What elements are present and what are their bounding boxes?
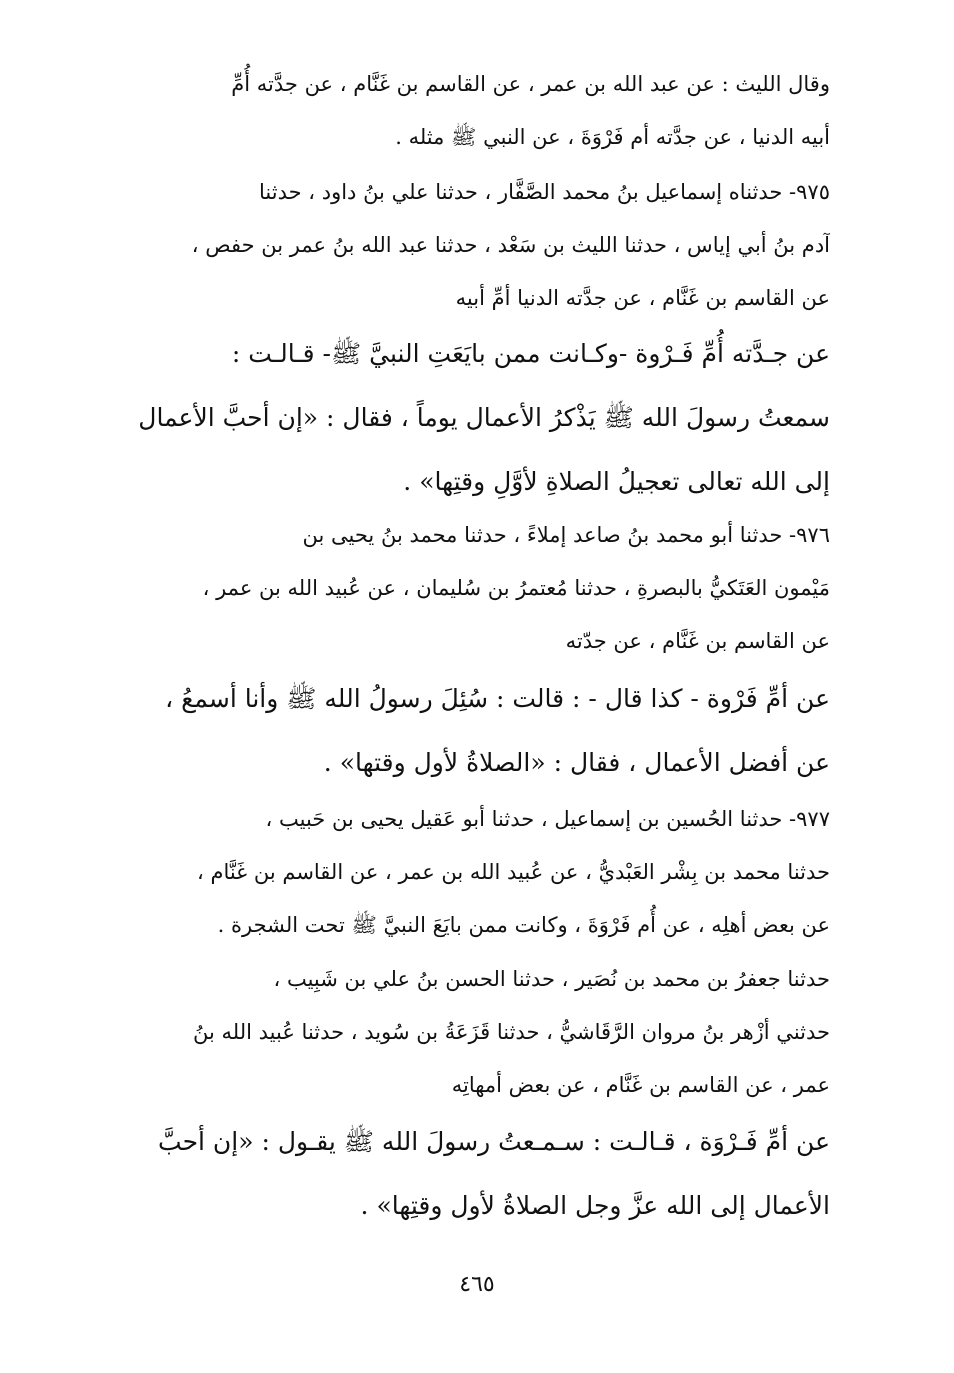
text-line: وقال الليث : عن عبد الله بن عمر ، عن القاسم بن غَنَّام ، عن جدَّته أُمِّ	[231, 72, 830, 96]
text-line: آدم بنُ أبي إياس ، حدثنا الليث بن سَعْد ، حدثنا عبد الله بنُ عمر بن حفص ،	[191, 233, 830, 257]
text-line: عمر ، عن القاسم بن غَنَّام ، عن بعض أمهاتِه	[451, 1073, 830, 1097]
text-line: ٩٧٧- حدثنا الحُسين بن إسماعيل ، حدثنا أبو عَقيل يحيى بن حَبيب ،	[265, 807, 830, 831]
text-line: إلى الله تعالى تعجيلُ الصلاةِ لأوَّلِ وقتِها» .	[403, 467, 830, 496]
hadith-975-matn	[130, 322, 830, 514]
text-line: سمعتُ رسولَ الله ﷺ يَذْكرُ الأعمال يوماً ، فقال : «إن أحبَّ الأعمال	[138, 403, 830, 432]
text-line: مَيْمون العَتَكيُّ بالبصرةِ ، حدثنا مُعتمرُ بن سُليمان ، عن عُبيد الله بن عمر ،	[202, 576, 830, 600]
text-line: عن أمِّ فَـرْوَة ، قـالـت : سـمـعتُ رسولَ الله ﷺ يقـول : «إن أحبَّ	[158, 1127, 830, 1156]
text-line: عن القاسم بن غَنَّام ، عن جدَّته الدنيا أمِّ أبيه	[455, 286, 830, 310]
hadith-976-isnad	[130, 509, 830, 668]
hadith-976-matn	[130, 667, 830, 795]
text-line: ٩٧٦- حدثنا أبو محمد بنُ صاعد إملاءً ، حدثنا محمد بنُ يحيى بن	[302, 523, 830, 547]
text-line: حدثني أزْهر بنُ مروان الرَّقَاشيُّ ، حدثنا قَزَعَةُ بن سُويد ، حدثنا عُبيد الله بنُ	[193, 1020, 830, 1044]
text-line: عن جـدَّته أُمِّ فَـرْوة -وكـانت ممن بايَعَتِ النبيَّ ﷺ- قـالـت :	[231, 339, 830, 368]
hadith-975-isnad	[130, 166, 830, 325]
text-line: حدثنا جعفرُ بن محمد بن نُصَير ، حدثنا الحسن بنُ علي بن شَبِيب ،	[273, 967, 830, 991]
text-line: عن أمِّ فَرْوة - كذا قال - : قالت : سُئِلَ رسولُ الله ﷺ وأنا أسمعُ ،	[165, 684, 830, 713]
text-line: ٩٧٥- حدثناه إسماعيل بنُ محمد الصَّفَّار ، حدثنا علي بنُ داود ، حدثنا	[259, 180, 830, 204]
isnad-paragraph	[130, 58, 830, 164]
second-isnad-paragraph	[130, 953, 830, 1112]
text-line: حدثنا محمد بن بِشْر العَبْديُّ ، عن عُبيد الله بن عمر ، عن القاسم بن غَنَّام ،	[196, 860, 830, 884]
hadith-977-isnad	[130, 793, 830, 952]
text-line: عن بعض أهلِه ، عن أُم فَرْوَةَ ، وكانت ممن بايَعَ النبيَّ ﷺ تحت الشجرة .	[217, 913, 830, 937]
text-line: عن القاسم بن غَنَّام ، عن جدّته	[565, 629, 830, 653]
final-matn	[130, 1110, 830, 1238]
text-line: الأعمال إلى الله عزَّ وجل الصلاةُ لأول وقتِها» .	[360, 1191, 830, 1220]
page-number: ٤٦٥	[459, 1272, 495, 1297]
text-line: عن أفضل الأعمال ، فقال : «الصلاةُ لأول وقتها» .	[323, 748, 830, 777]
text-line: أبيه الدنيا ، عن جدَّته أم فَرْوَةَ ، عن النبي ﷺ مثله .	[395, 125, 830, 149]
